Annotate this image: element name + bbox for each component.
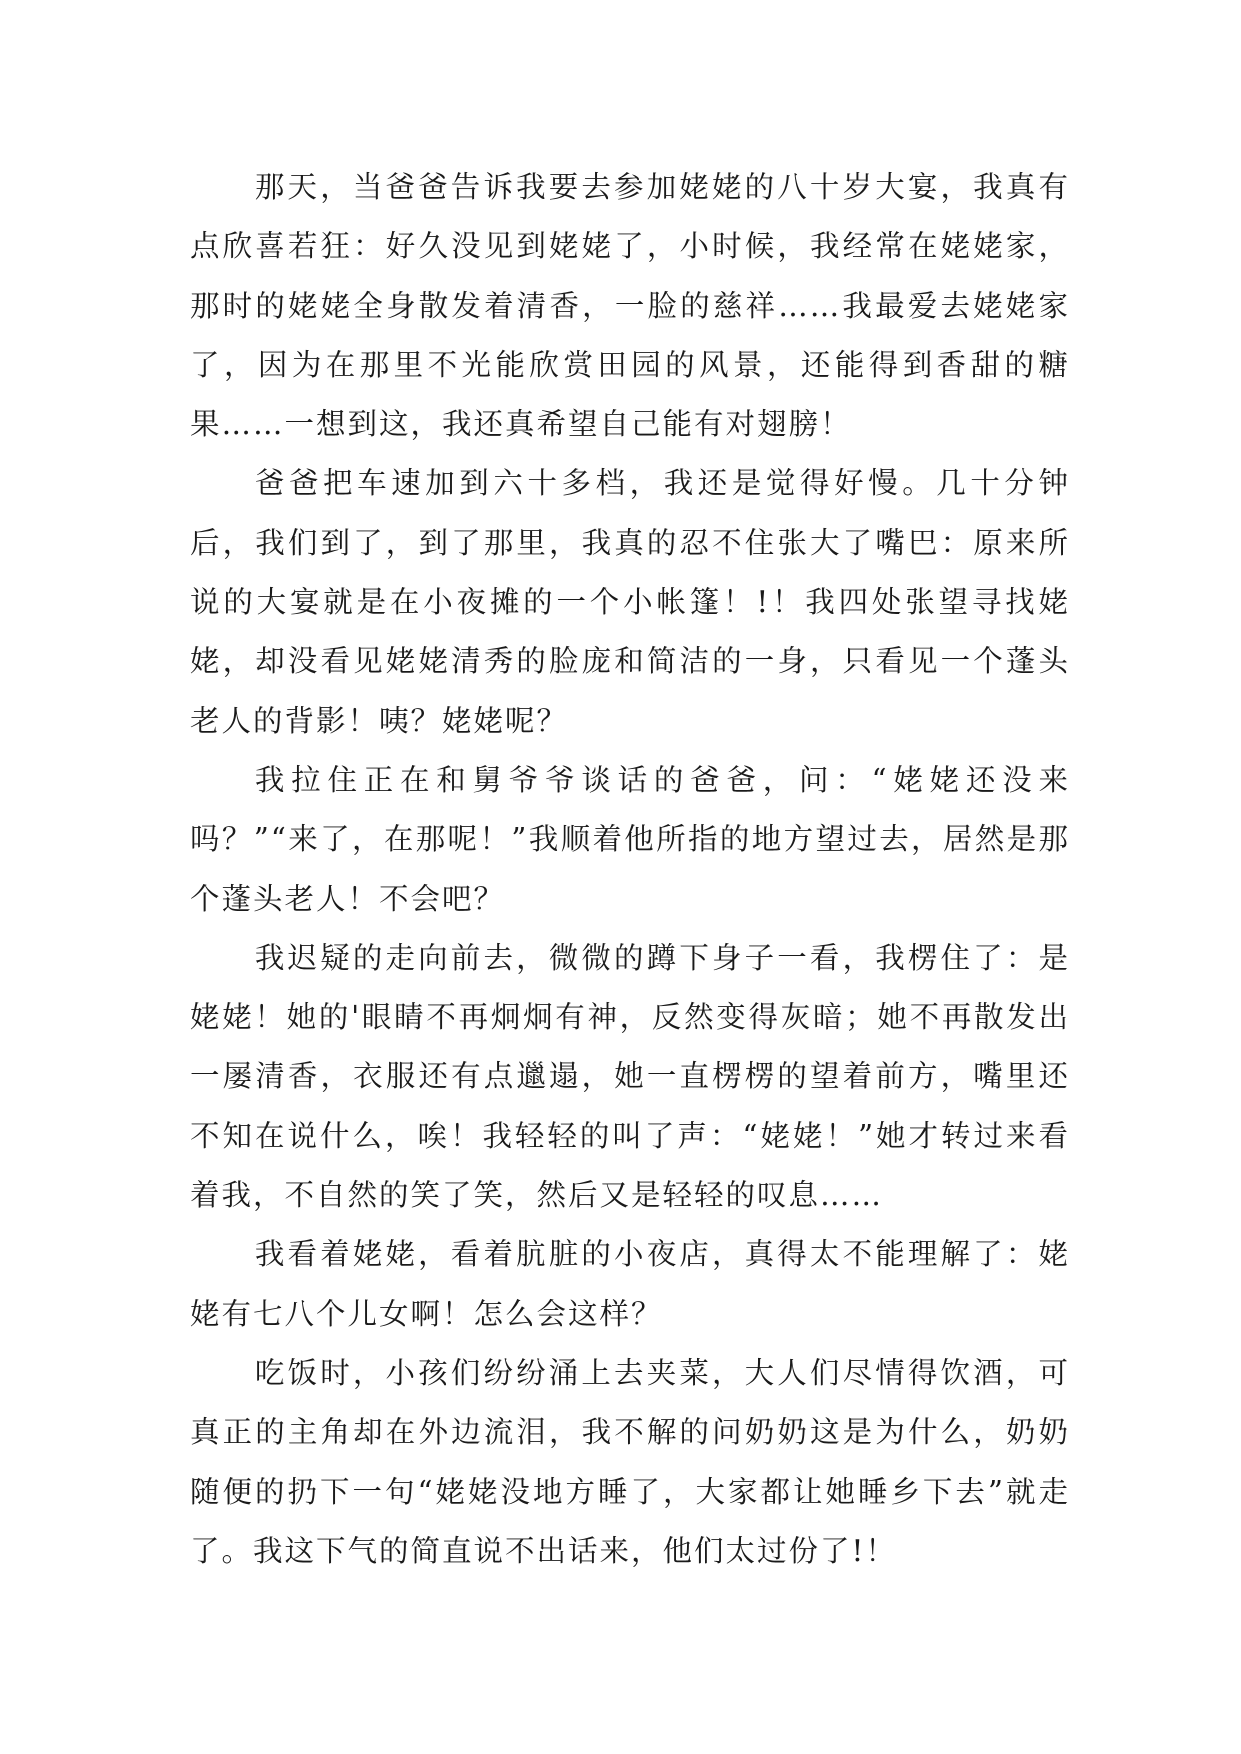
paragraph-5: 我看着姥姥，看着肮脏的小夜店，真得太不能理解了：姥姥有七八个儿女啊！怎么会这样？ [190, 1237, 1070, 1331]
paragraph-1: 那天，当爸爸告诉我要去参加姥姥的八十岁大宴，我真有点欣喜若狂：好久没见到姥姥了，小时候，我经常在姥姥家，那时的姥姥全身散发着清香，一脸的慈祥……我最爱去姥姥家了，因为在那里不光能欣赏田园的风景，还能得到香甜的糖果……一想到这，我还真希望自己能有对翅膀！ [190, 170, 1070, 442]
paragraph-3: 我拉住正在和舅爷爷谈话的爸爸，问：“姥姥还没来吗？”“来了，在那呢！”我顺着他所指的地方望过去，居然是那个蓬头老人！不会吧？ [190, 762, 1070, 916]
paragraph-2: 爸爸把车速加到六十多档，我还是觉得好慢。几十分钟后，我们到了，到了那里，我真的忍不住张大了嘴巴：原来所说的大宴就是在小夜摊的一个小帐篷！!！我四处张望寻找姥姥，却没看见姥姥清秀的脸庞和简洁的一身，只看见一个蓬头老人的背影！咦？姥姥呢？ [190, 466, 1070, 738]
paragraph-6: 吃饭时，小孩们纷纷涌上去夹菜，大人们尽情得饮酒，可真正的主角却在外边流泪，我不解的问奶奶这是为什么，奶奶随便的扔下一句“姥姥没地方睡了，大家都让她睡乡下去”就走了。我这下气的简直说不出话来，他们太过份了!！ [190, 1355, 1070, 1568]
paragraph-4: 我迟疑的走向前去，微微的蹲下身子一看，我楞住了：是姥姥！她的'眼睛不再炯炯有神，反然变得灰暗；她不再散发出一屡清香，衣服还有点邋遢，她一直楞楞的望着前方，嘴里还不知在说什么，唉！我轻轻的叫了声：“姥姥！”她才转过来看着我，不自然的笑了笑，然后又是轻轻的叹息…… [190, 940, 1070, 1213]
document-body [190, 158, 1070, 1581]
